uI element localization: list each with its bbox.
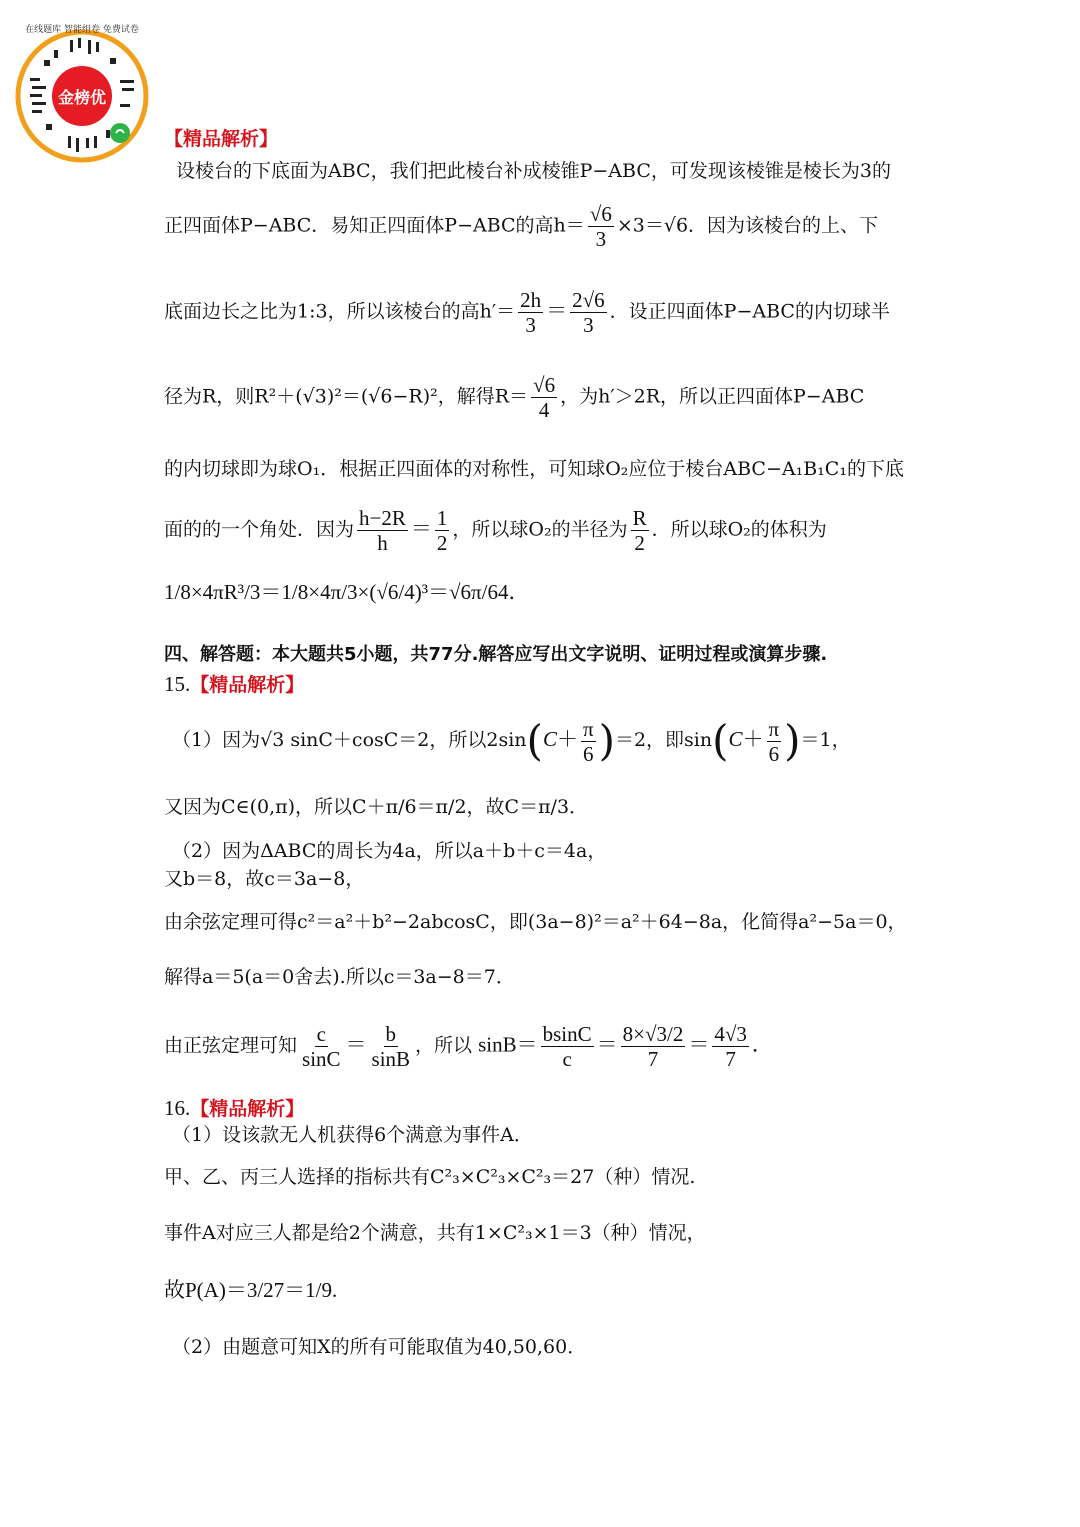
q16-line-1: （1）设该款无人机获得6个满意为事件A． xyxy=(172,1124,533,1146)
fraction-hp-1: $\frac{2h}{3}$ xyxy=(520,288,542,338)
fraction-h: $\frac{√6}{3}$ xyxy=(589,202,612,252)
q15-number: 15. xyxy=(164,672,191,696)
fraction-sine-2: $\frac{b}{\sin B}$ xyxy=(371,1022,411,1072)
p14-line-2a: 正四面体P−ABC．易知正四面体P−ABC的高h＝ xyxy=(164,214,585,237)
p14-line-5: 的内切球即为球O₁．根据正四面体的对称性，可知球O₂应位于棱台ABC−A₁B₁C₁的下底 xyxy=(164,458,904,480)
q16-label-line xyxy=(164,1096,304,1121)
p14-line-3a: 底面边长之比为1:3，所以该棱台的高h′＝ xyxy=(164,300,516,323)
q15-line-3: （2）因为ΔABC的周长为4a，所以a＋b＋c＝4a， xyxy=(172,840,607,862)
q15-line-4: 又b＝8，故c＝3a−8， xyxy=(164,868,365,890)
jinbangyou-logo xyxy=(10,20,155,165)
q16-line-3: 事件A对应三人都是给2个满意，共有1×C²₃×1＝3（种）情况， xyxy=(164,1222,706,1244)
q16-number: 16. xyxy=(164,1096,191,1120)
q16-line-2: 甲、乙、丙三人选择的指标共有C²₃×C²₃×C²₃＝27（种）情况. xyxy=(164,1166,696,1188)
fraction-pi-6-a: $\frac{\pi}{6}$ xyxy=(582,716,594,766)
p14-line-6c: ．所以球O₂的体积为 xyxy=(651,518,827,541)
p14-line-3: 底面边长之比为1:3，所以该棱台的高h′＝ $\frac{2h}{3}$ ＝ $\frac{2√6}{3}$ ．设正四面体P−ABC的内切球半 xyxy=(164,288,890,338)
p14-line-3b: ．设正四面体P−ABC的内切球半 xyxy=(609,300,890,323)
p14-line-4b: ，为h′＞2R，所以正四面体P−ABC xyxy=(560,385,865,408)
p14-line-4 xyxy=(164,373,864,422)
jingpin-label-15: 【精品解析】 xyxy=(190,674,305,696)
sinB-lhs: sinB＝ xyxy=(478,1032,538,1057)
fraction-pi-6-b: $\frac{\pi}{6}$ xyxy=(768,716,780,766)
q15-line-2: 又因为C∈(0,π)，所以C＋π/6＝π/2，故C＝π/3． xyxy=(164,796,589,818)
q15-line-5: 由余弦定理可得c²＝a²＋b²−2abcosC，即(3a−8)²＝a²＋64−8a，化简得a²−5a＝0， xyxy=(164,911,907,933)
p14-line-2 xyxy=(164,202,878,251)
fraction-sinB-1: $\frac{bsinC}{c}$ xyxy=(542,1022,592,1072)
p14-line-7-volume: 1/8×4πR³/3＝1/8×4π/3×(√6/4)³＝√6π/64． xyxy=(164,580,530,604)
q15-line-1b: ＝2，即sin xyxy=(614,729,713,752)
p14-line-2b: ×3＝√6．因为该棱台的上、下 xyxy=(616,214,879,237)
q15-line-1: （1）因为√3 sinC＋cosC＝2，所以2sin(C＋ $\frac{\pi}{6}$ )＝2，即sin(C＋ $\frac{\pi}{6}$ )＝1， xyxy=(172,716,851,766)
q16-line-4: 故P(A)＝3/27＝1/9. xyxy=(164,1278,338,1302)
q15-line-1a: （1）因为√3 sinC＋cosC＝2，所以2sin xyxy=(172,729,527,752)
p14-line-1: 设棱台的下底面为ABC，我们把此棱台补成棱锥P−ABC，可发现该棱锥是棱长为3的 xyxy=(176,160,891,182)
p14-line-6: 面的的一个角处．因为 $\frac{h-2R}{h}$ ＝ $\frac{1}{2}$ ，所以球O₂的半径为 $\frac{R}{2}$ ．所以球O₂的体积为 xyxy=(164,506,827,556)
q15-label-line xyxy=(164,672,304,697)
fraction-sine-1: $\frac{c}{\sin C}$ xyxy=(302,1022,341,1072)
q15-line-7b: ，所以 xyxy=(415,1034,473,1057)
jingpin-label-14: 【精品解析】 xyxy=(164,128,279,150)
fraction-radius: $\frac{R}{2}$ xyxy=(632,506,647,556)
q15-line-7: 由正弦定理可知 $\frac{c}{\sin C}$ ＝ $\frac{b}{\sin B}$ ，所以 sinB＝ $\frac{bsinC}{c}$ ＝ $\frac{8\times√3/2}{7}$ ＝ $\frac{4√3}{7}$ ． xyxy=(164,1022,773,1072)
fraction-ratio-2: $\frac{1}{2}$ xyxy=(436,506,448,556)
logo-ring-text: 在线题库 智能组卷 免费试卷 xyxy=(25,25,139,35)
q15-line-6: 解得a＝5(a＝0舍去).所以c＝3a−8＝7． xyxy=(164,966,515,988)
logo-center-text: 金榜优 xyxy=(57,88,107,107)
q16-line-5: （2）由题意可知X的所有可能取值为40,50,60． xyxy=(172,1336,587,1358)
jingpin-label-16: 【精品解析】 xyxy=(190,1098,305,1120)
p14-line-4a: 径为R，则R²＋(√3)²＝(√6−R)²，解得R＝ xyxy=(164,385,529,408)
fraction-R: $\frac{√6}{4}$ xyxy=(533,373,556,423)
q15-line-7a: 由正弦定理可知 xyxy=(164,1034,298,1057)
q15-line-1c: ＝1， xyxy=(800,729,851,752)
fraction-hp-2: $\frac{2√6}{3}$ xyxy=(572,288,605,338)
fraction-sinB-2: $\frac{8\times√3/2}{7}$ xyxy=(622,1022,684,1072)
fraction-ratio-1: $\frac{h-2R}{h}$ xyxy=(359,506,406,556)
fraction-sinB-3: $\frac{4√3}{7}$ xyxy=(714,1022,747,1072)
p14-line-6a: 面的的一个角处．因为 xyxy=(164,518,355,541)
p14-line-6b: ，所以球O₂的半径为 xyxy=(452,518,628,541)
section-heading-4: 四、解答题：本大题共5小题，共77分.解答应写出文字说明、证明过程或演算步骤. xyxy=(164,644,828,665)
